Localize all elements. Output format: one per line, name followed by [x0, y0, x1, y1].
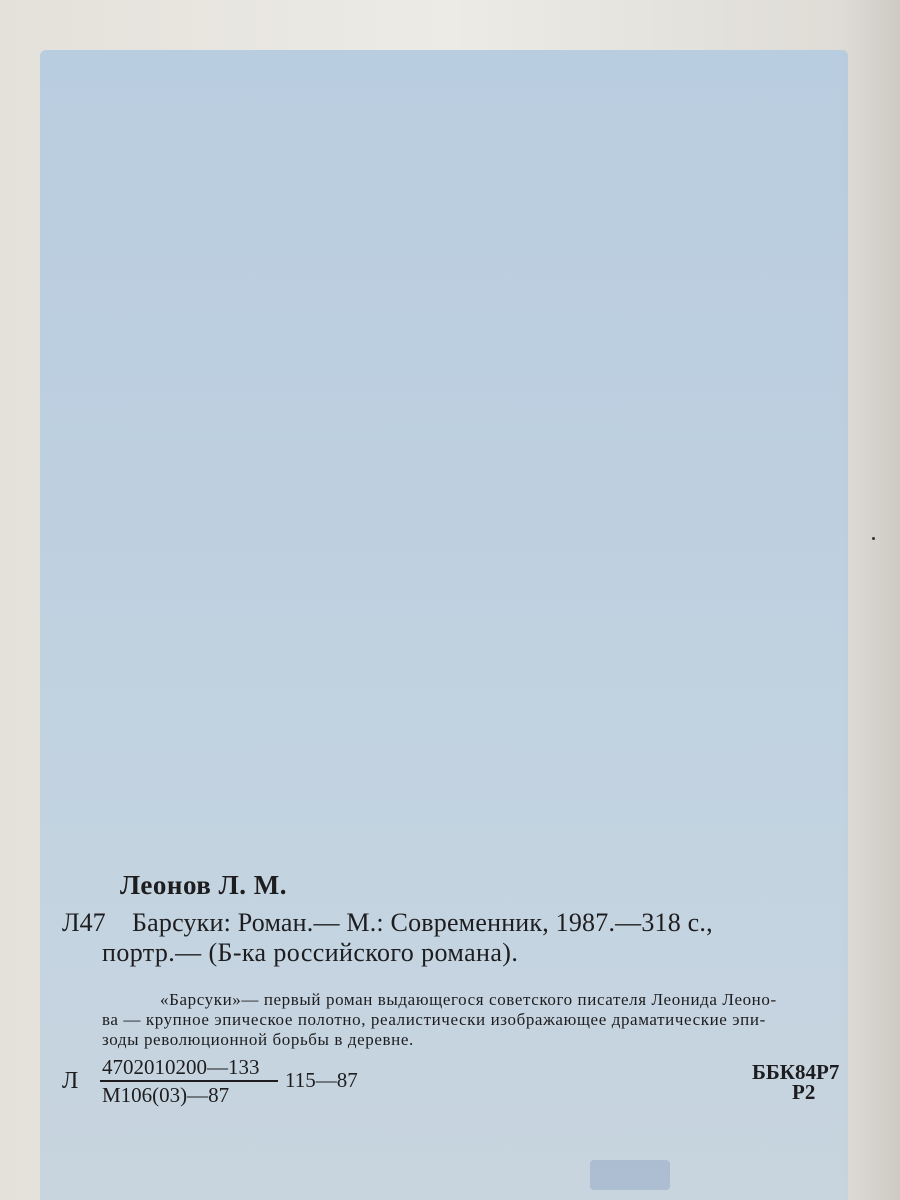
annotation-line-1: «Барсуки»— первый роман выдающегося советского писателя Леонида Леоно-	[160, 990, 777, 1009]
author-name: Леонов Л. М.	[120, 870, 287, 900]
ink-speck	[872, 537, 875, 540]
isbn-denominator: М106(03)—87	[102, 1083, 230, 1107]
bibliographic-line-1: Барсуки: Роман.— М.: Современник, 1987.—318 с.,	[132, 908, 713, 937]
index-letter: Л	[62, 1068, 79, 1094]
bbk-subcode: Р2	[792, 1080, 816, 1104]
annotation-line-3: зоды революционной борьбы в деревне.	[102, 1030, 414, 1049]
faded-stamp	[590, 1160, 670, 1190]
bbk-code: ББК84Р7	[752, 1060, 840, 1084]
catalog-code: Л47	[62, 908, 106, 937]
catalog-number: 115—87	[285, 1068, 358, 1092]
isbn-numerator: 4702010200—133	[102, 1055, 260, 1079]
annotation-line-2: ва — крупное эпическое полотно, реалистически изображающее драматические эпи-	[102, 1010, 766, 1029]
spine-shadow	[840, 0, 900, 1200]
bibliographic-line-2: портр.— (Б-ка российского романа).	[102, 938, 519, 967]
fraction-bar	[100, 1080, 278, 1082]
